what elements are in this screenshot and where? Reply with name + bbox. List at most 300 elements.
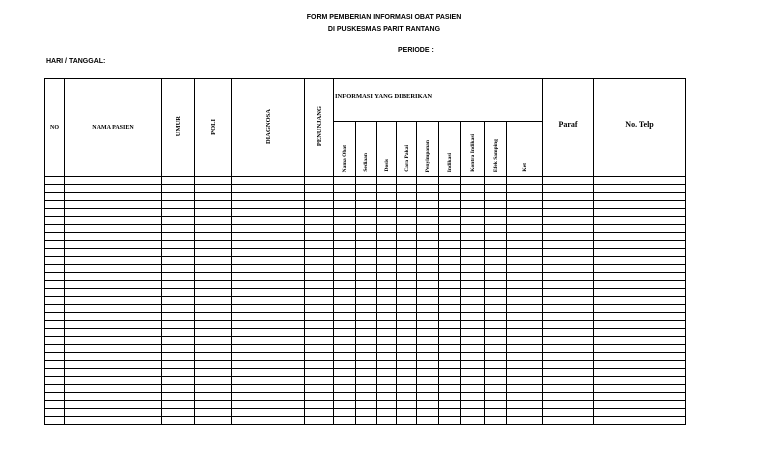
table-cell[interactable] [334, 409, 356, 417]
table-cell[interactable] [543, 209, 594, 217]
table-cell[interactable] [45, 201, 65, 209]
table-cell[interactable] [45, 321, 65, 329]
table-cell[interactable] [594, 209, 686, 217]
table-cell[interactable] [377, 257, 397, 265]
table-cell[interactable] [45, 297, 65, 305]
table-cell[interactable] [356, 265, 377, 273]
table-cell[interactable] [507, 401, 543, 409]
table-cell[interactable] [356, 305, 377, 313]
table-cell[interactable] [334, 329, 356, 337]
table-cell[interactable] [543, 177, 594, 185]
table-cell[interactable] [162, 329, 195, 337]
table-cell[interactable] [334, 297, 356, 305]
table-cell[interactable] [439, 201, 461, 209]
table-cell[interactable] [356, 321, 377, 329]
table-cell[interactable] [65, 209, 162, 217]
table-cell[interactable] [543, 233, 594, 241]
table-cell[interactable] [356, 369, 377, 377]
table-cell[interactable] [417, 337, 439, 345]
table-cell[interactable] [507, 337, 543, 345]
table-cell[interactable] [65, 385, 162, 393]
table-cell[interactable] [195, 337, 232, 345]
table-cell[interactable] [162, 217, 195, 225]
table-cell[interactable] [195, 417, 232, 425]
table-cell[interactable] [305, 353, 334, 361]
table-cell[interactable] [305, 313, 334, 321]
table-cell[interactable] [594, 313, 686, 321]
table-cell[interactable] [417, 257, 439, 265]
table-cell[interactable] [195, 281, 232, 289]
table-cell[interactable] [397, 393, 417, 401]
table-cell[interactable] [305, 241, 334, 249]
table-cell[interactable] [439, 393, 461, 401]
table-cell[interactable] [195, 329, 232, 337]
table-cell[interactable] [397, 345, 417, 353]
table-cell[interactable] [461, 217, 485, 225]
table-cell[interactable] [232, 385, 305, 393]
table-cell[interactable] [461, 177, 485, 185]
table-cell[interactable] [397, 185, 417, 193]
table-cell[interactable] [65, 321, 162, 329]
table-cell[interactable] [485, 393, 507, 401]
table-cell[interactable] [305, 233, 334, 241]
table-cell[interactable] [417, 385, 439, 393]
table-cell[interactable] [507, 361, 543, 369]
table-cell[interactable] [65, 409, 162, 417]
table-cell[interactable] [439, 193, 461, 201]
table-cell[interactable] [334, 201, 356, 209]
table-cell[interactable] [485, 321, 507, 329]
table-cell[interactable] [356, 217, 377, 225]
table-cell[interactable] [334, 193, 356, 201]
table-cell[interactable] [334, 337, 356, 345]
table-cell[interactable] [232, 329, 305, 337]
table-cell[interactable] [485, 217, 507, 225]
table-cell[interactable] [594, 401, 686, 409]
table-cell[interactable] [417, 345, 439, 353]
table-cell[interactable] [397, 417, 417, 425]
table-cell[interactable] [543, 265, 594, 273]
table-cell[interactable] [45, 249, 65, 257]
table-cell[interactable] [65, 289, 162, 297]
table-cell[interactable] [397, 249, 417, 257]
table-cell[interactable] [305, 201, 334, 209]
table-cell[interactable] [232, 225, 305, 233]
table-cell[interactable] [507, 305, 543, 313]
table-cell[interactable] [195, 225, 232, 233]
table-cell[interactable] [507, 209, 543, 217]
table-cell[interactable] [195, 257, 232, 265]
table-cell[interactable] [377, 353, 397, 361]
table-cell[interactable] [195, 353, 232, 361]
table-cell[interactable] [439, 177, 461, 185]
table-cell[interactable] [334, 361, 356, 369]
table-cell[interactable] [162, 321, 195, 329]
table-cell[interactable] [162, 249, 195, 257]
table-cell[interactable] [417, 241, 439, 249]
table-cell[interactable] [377, 393, 397, 401]
table-cell[interactable] [543, 289, 594, 297]
table-cell[interactable] [305, 193, 334, 201]
table-cell[interactable] [305, 345, 334, 353]
table-cell[interactable] [594, 201, 686, 209]
table-cell[interactable] [397, 369, 417, 377]
table-cell[interactable] [543, 401, 594, 409]
table-cell[interactable] [377, 297, 397, 305]
table-cell[interactable] [195, 249, 232, 257]
table-cell[interactable] [232, 209, 305, 217]
table-cell[interactable] [507, 225, 543, 233]
table-cell[interactable] [461, 265, 485, 273]
table-cell[interactable] [65, 241, 162, 249]
table-cell[interactable] [507, 329, 543, 337]
table-cell[interactable] [485, 241, 507, 249]
table-cell[interactable] [594, 249, 686, 257]
table-cell[interactable] [377, 345, 397, 353]
table-cell[interactable] [461, 377, 485, 385]
table-cell[interactable] [356, 201, 377, 209]
table-cell[interactable] [232, 313, 305, 321]
table-cell[interactable] [594, 409, 686, 417]
table-cell[interactable] [485, 193, 507, 201]
table-cell[interactable] [65, 337, 162, 345]
table-cell[interactable] [65, 233, 162, 241]
table-cell[interactable] [397, 273, 417, 281]
table-cell[interactable] [45, 217, 65, 225]
table-cell[interactable] [485, 337, 507, 345]
table-cell[interactable] [461, 417, 485, 425]
table-cell[interactable] [507, 409, 543, 417]
table-cell[interactable] [485, 305, 507, 313]
table-cell[interactable] [439, 409, 461, 417]
table-cell[interactable] [594, 353, 686, 361]
table-cell[interactable] [507, 345, 543, 353]
table-cell[interactable] [417, 409, 439, 417]
table-cell[interactable] [594, 385, 686, 393]
table-cell[interactable] [543, 393, 594, 401]
table-cell[interactable] [461, 209, 485, 217]
table-cell[interactable] [397, 353, 417, 361]
table-cell[interactable] [594, 361, 686, 369]
table-cell[interactable] [543, 297, 594, 305]
table-cell[interactable] [305, 185, 334, 193]
table-cell[interactable] [417, 273, 439, 281]
table-cell[interactable] [485, 377, 507, 385]
table-cell[interactable] [232, 417, 305, 425]
table-cell[interactable] [356, 361, 377, 369]
table-cell[interactable] [65, 305, 162, 313]
table-cell[interactable] [439, 185, 461, 193]
table-cell[interactable] [305, 249, 334, 257]
table-cell[interactable] [594, 377, 686, 385]
table-cell[interactable] [65, 377, 162, 385]
table-cell[interactable] [162, 353, 195, 361]
table-cell[interactable] [195, 377, 232, 385]
table-cell[interactable] [439, 289, 461, 297]
table-cell[interactable] [543, 273, 594, 281]
table-cell[interactable] [397, 225, 417, 233]
table-cell[interactable] [162, 257, 195, 265]
table-cell[interactable] [461, 185, 485, 193]
table-cell[interactable] [305, 273, 334, 281]
table-cell[interactable] [195, 369, 232, 377]
table-cell[interactable] [356, 193, 377, 201]
table-cell[interactable] [45, 329, 65, 337]
table-cell[interactable] [377, 209, 397, 217]
table-cell[interactable] [507, 217, 543, 225]
table-cell[interactable] [377, 361, 397, 369]
table-cell[interactable] [65, 281, 162, 289]
table-cell[interactable] [232, 401, 305, 409]
table-cell[interactable] [439, 233, 461, 241]
table-cell[interactable] [377, 273, 397, 281]
table-cell[interactable] [305, 225, 334, 233]
table-cell[interactable] [417, 265, 439, 273]
table-cell[interactable] [195, 265, 232, 273]
table-cell[interactable] [439, 273, 461, 281]
table-cell[interactable] [305, 265, 334, 273]
table-cell[interactable] [543, 369, 594, 377]
table-cell[interactable] [377, 233, 397, 241]
table-cell[interactable] [162, 297, 195, 305]
table-cell[interactable] [397, 177, 417, 185]
table-cell[interactable] [485, 361, 507, 369]
table-cell[interactable] [305, 217, 334, 225]
table-cell[interactable] [543, 361, 594, 369]
table-cell[interactable] [45, 193, 65, 201]
table-cell[interactable] [162, 305, 195, 313]
table-cell[interactable] [377, 241, 397, 249]
table-cell[interactable] [594, 369, 686, 377]
table-cell[interactable] [162, 345, 195, 353]
table-cell[interactable] [162, 313, 195, 321]
table-cell[interactable] [334, 401, 356, 409]
table-cell[interactable] [232, 297, 305, 305]
table-cell[interactable] [65, 185, 162, 193]
table-cell[interactable] [356, 289, 377, 297]
table-cell[interactable] [195, 217, 232, 225]
table-cell[interactable] [45, 289, 65, 297]
table-cell[interactable] [417, 233, 439, 241]
table-cell[interactable] [45, 337, 65, 345]
table-cell[interactable] [334, 265, 356, 273]
table-cell[interactable] [485, 177, 507, 185]
table-cell[interactable] [485, 273, 507, 281]
table-cell[interactable] [45, 361, 65, 369]
table-cell[interactable] [334, 217, 356, 225]
table-cell[interactable] [45, 225, 65, 233]
table-cell[interactable] [543, 225, 594, 233]
table-cell[interactable] [334, 393, 356, 401]
table-cell[interactable] [334, 345, 356, 353]
table-cell[interactable] [439, 377, 461, 385]
table-cell[interactable] [65, 313, 162, 321]
table-cell[interactable] [232, 249, 305, 257]
table-cell[interactable] [594, 265, 686, 273]
table-cell[interactable] [65, 201, 162, 209]
table-cell[interactable] [377, 177, 397, 185]
table-cell[interactable] [195, 313, 232, 321]
table-cell[interactable] [162, 369, 195, 377]
table-cell[interactable] [377, 225, 397, 233]
table-cell[interactable] [162, 289, 195, 297]
table-cell[interactable] [162, 385, 195, 393]
table-cell[interactable] [594, 321, 686, 329]
table-cell[interactable] [45, 345, 65, 353]
table-cell[interactable] [461, 193, 485, 201]
table-cell[interactable] [334, 177, 356, 185]
table-cell[interactable] [377, 193, 397, 201]
table-cell[interactable] [543, 217, 594, 225]
table-cell[interactable] [594, 337, 686, 345]
table-cell[interactable] [377, 313, 397, 321]
table-cell[interactable] [461, 313, 485, 321]
table-cell[interactable] [65, 265, 162, 273]
table-cell[interactable] [397, 193, 417, 201]
table-cell[interactable] [543, 321, 594, 329]
table-cell[interactable] [45, 401, 65, 409]
table-cell[interactable] [485, 345, 507, 353]
table-cell[interactable] [65, 401, 162, 409]
table-cell[interactable] [232, 217, 305, 225]
table-cell[interactable] [594, 329, 686, 337]
table-cell[interactable] [543, 241, 594, 249]
table-cell[interactable] [377, 265, 397, 273]
table-cell[interactable] [232, 177, 305, 185]
table-cell[interactable] [45, 177, 65, 185]
table-cell[interactable] [195, 393, 232, 401]
table-cell[interactable] [356, 281, 377, 289]
table-cell[interactable] [507, 257, 543, 265]
table-cell[interactable] [485, 401, 507, 409]
table-cell[interactable] [417, 289, 439, 297]
table-cell[interactable] [417, 249, 439, 257]
table-cell[interactable] [439, 305, 461, 313]
table-cell[interactable] [461, 273, 485, 281]
table-cell[interactable] [162, 377, 195, 385]
table-cell[interactable] [232, 241, 305, 249]
table-cell[interactable] [417, 281, 439, 289]
table-cell[interactable] [377, 401, 397, 409]
table-cell[interactable] [507, 313, 543, 321]
table-cell[interactable] [356, 329, 377, 337]
table-cell[interactable] [461, 305, 485, 313]
table-cell[interactable] [485, 281, 507, 289]
table-cell[interactable] [356, 377, 377, 385]
table-cell[interactable] [232, 353, 305, 361]
table-cell[interactable] [543, 201, 594, 209]
table-cell[interactable] [485, 289, 507, 297]
table-cell[interactable] [507, 233, 543, 241]
table-cell[interactable] [594, 193, 686, 201]
table-cell[interactable] [195, 273, 232, 281]
table-cell[interactable] [461, 289, 485, 297]
table-cell[interactable] [397, 233, 417, 241]
table-cell[interactable] [45, 257, 65, 265]
table-cell[interactable] [377, 201, 397, 209]
table-cell[interactable] [543, 305, 594, 313]
table-cell[interactable] [439, 321, 461, 329]
table-cell[interactable] [461, 249, 485, 257]
table-cell[interactable] [356, 241, 377, 249]
table-cell[interactable] [594, 417, 686, 425]
table-cell[interactable] [461, 361, 485, 369]
table-cell[interactable] [45, 233, 65, 241]
table-cell[interactable] [507, 393, 543, 401]
table-cell[interactable] [45, 409, 65, 417]
table-cell[interactable] [485, 209, 507, 217]
table-cell[interactable] [485, 249, 507, 257]
table-cell[interactable] [439, 337, 461, 345]
table-cell[interactable] [485, 329, 507, 337]
table-cell[interactable] [543, 385, 594, 393]
table-cell[interactable] [334, 249, 356, 257]
table-cell[interactable] [65, 225, 162, 233]
table-cell[interactable] [507, 289, 543, 297]
table-cell[interactable] [65, 177, 162, 185]
table-cell[interactable] [485, 417, 507, 425]
table-cell[interactable] [439, 241, 461, 249]
table-cell[interactable] [377, 249, 397, 257]
table-cell[interactable] [305, 177, 334, 185]
table-cell[interactable] [397, 209, 417, 217]
table-cell[interactable] [461, 281, 485, 289]
table-cell[interactable] [45, 385, 65, 393]
table-cell[interactable] [162, 393, 195, 401]
table-cell[interactable] [195, 289, 232, 297]
table-cell[interactable] [461, 353, 485, 361]
table-cell[interactable] [461, 241, 485, 249]
table-cell[interactable] [417, 217, 439, 225]
table-cell[interactable] [417, 353, 439, 361]
table-cell[interactable] [417, 393, 439, 401]
table-cell[interactable] [417, 377, 439, 385]
table-cell[interactable] [232, 393, 305, 401]
table-cell[interactable] [162, 185, 195, 193]
table-cell[interactable] [162, 409, 195, 417]
table-cell[interactable] [507, 385, 543, 393]
table-cell[interactable] [507, 241, 543, 249]
table-cell[interactable] [377, 329, 397, 337]
table-cell[interactable] [485, 385, 507, 393]
table-cell[interactable] [334, 385, 356, 393]
table-cell[interactable] [543, 257, 594, 265]
table-cell[interactable] [543, 353, 594, 361]
table-cell[interactable] [45, 265, 65, 273]
table-cell[interactable] [543, 249, 594, 257]
table-cell[interactable] [162, 225, 195, 233]
table-cell[interactable] [232, 265, 305, 273]
table-cell[interactable] [356, 209, 377, 217]
table-cell[interactable] [461, 297, 485, 305]
table-cell[interactable] [594, 233, 686, 241]
table-cell[interactable] [417, 297, 439, 305]
table-cell[interactable] [377, 281, 397, 289]
table-cell[interactable] [417, 369, 439, 377]
table-cell[interactable] [195, 185, 232, 193]
table-cell[interactable] [543, 329, 594, 337]
table-cell[interactable] [543, 281, 594, 289]
table-cell[interactable] [162, 193, 195, 201]
table-cell[interactable] [45, 353, 65, 361]
table-cell[interactable] [334, 233, 356, 241]
table-cell[interactable] [543, 337, 594, 345]
table-cell[interactable] [417, 417, 439, 425]
table-cell[interactable] [397, 361, 417, 369]
table-cell[interactable] [461, 201, 485, 209]
table-cell[interactable] [594, 281, 686, 289]
table-cell[interactable] [397, 329, 417, 337]
